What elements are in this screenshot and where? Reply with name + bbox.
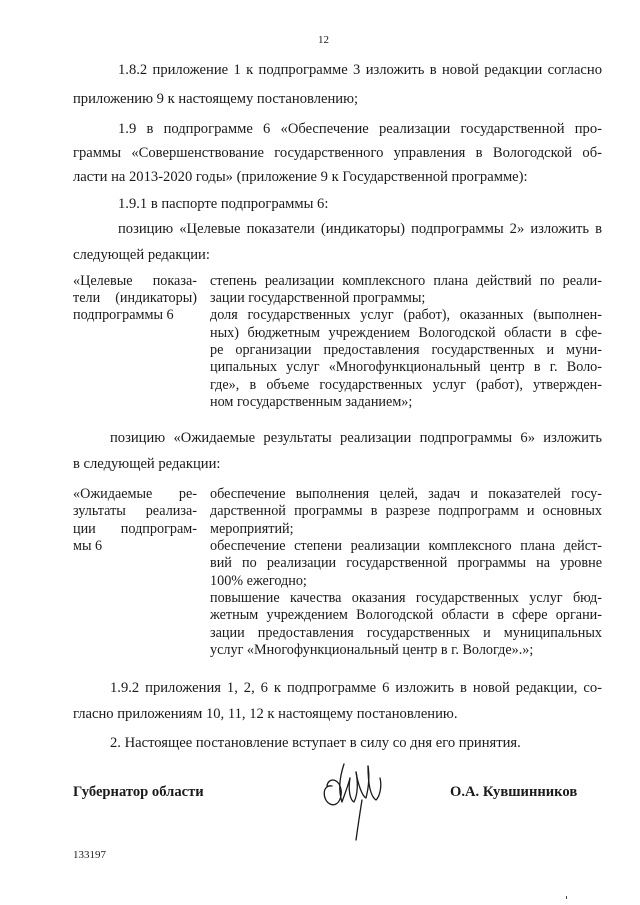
paragraph-1-line-2: приложению 9 к настоящему постановлению; xyxy=(73,91,359,107)
paragraph-5-line-2: в следующей редакции: xyxy=(73,456,221,472)
document-code: 133197 xyxy=(73,849,106,861)
table1-left-line-3: подпрограммы 6 xyxy=(73,307,174,323)
table2-left-line-4: мы 6 xyxy=(73,538,103,554)
paragraph-1-line-1: 1.8.2 приложение 1 к подпрограмме 3 изложить в новой редакции согласно xyxy=(118,62,602,78)
table2-right-line-5: вий по реализации государственной программы на уровне xyxy=(210,555,602,571)
page-number: 12 xyxy=(318,34,329,46)
table2-right-line-3: мероприятий; xyxy=(210,521,294,537)
handwritten-signature xyxy=(318,756,398,846)
table1-left-line-2: тели (индикаторы) xyxy=(73,290,197,306)
table1-right-line-5: ре организации предоставления государственных и муни- xyxy=(210,342,602,358)
table1-right-line-7: где», в объеме государственных услуг (работ), утвержден- xyxy=(210,377,602,393)
paragraph-7: 2. Настоящее постановление вступает в силу со дня его принятия. xyxy=(110,735,521,751)
signatory-name: О.А. Кувшинников xyxy=(450,784,578,800)
table1-right-line-8: ном государственным заданием»; xyxy=(210,394,413,410)
paragraph-4-line-2: следующей редакции: xyxy=(73,247,210,263)
table1-right-line-2: зации государственной программы; xyxy=(210,290,426,306)
table1-left-line-1: «Целевые показа- xyxy=(73,273,197,289)
paragraph-5-line-1: позицию «Ожидаемые результаты реализации подпрограммы 6» изложить xyxy=(110,430,602,446)
table2-right-line-9: зации предоставления государственных и муниципальных xyxy=(210,625,602,641)
table2-right-line-1: обеспечение выполнения целей, задач и показателей госу- xyxy=(210,486,602,502)
table2-left-line-3: ции подпрограм- xyxy=(73,521,197,537)
paragraph-2-line-3: ласти на 2013-2020 годы» (приложение 9 к Государственной программе): xyxy=(73,169,528,185)
table2-left-line-1: «Ожидаемые ре- xyxy=(73,486,197,502)
paragraph-4-line-1: позицию «Целевые показатели (индикаторы) подпрограммы 2» изложить в xyxy=(118,221,602,237)
table2-right-line-4: обеспечение степени реализации комплексного плана дейст- xyxy=(210,538,602,554)
scan-speck xyxy=(566,896,567,899)
table1-right-line-6: ципальных услуг «Многофункциональный центр в г. Воло- xyxy=(210,359,602,375)
paragraph-3: 1.9.1 в паспорте подпрограммы 6: xyxy=(118,196,329,212)
paragraph-2-line-2: граммы «Совершенствование государственного управления в Вологодской об- xyxy=(73,145,602,161)
table2-right-line-2: дарственной программы в разрезе подпрограмм и основных xyxy=(210,503,602,519)
table1-right-line-1: степень реализации комплексного плана действий по реали- xyxy=(210,273,602,289)
table2-right-line-10: услуг «Многофункциональный центр в г. Вологде».»; xyxy=(210,642,534,658)
paragraph-2-line-1: 1.9 в подпрограмме 6 «Обеспечение реализации государственной про- xyxy=(118,121,602,137)
table1-right-line-4: ных) бюджетным учреждением Вологодской области в сфе- xyxy=(210,325,602,341)
signatory-position: Губернатор области xyxy=(73,784,204,800)
table1-right-line-3: доля государственных услуг (работ), оказанных (выполнен- xyxy=(210,307,602,323)
table2-right-line-8: жетным учреждением Вологодской области в сфере органи- xyxy=(210,607,602,623)
table2-right-line-6: 100% ежегодно; xyxy=(210,573,307,589)
table2-left-line-2: зультаты реализа- xyxy=(73,503,197,519)
table2-right-line-7: повышение качества оказания государственных услуг бюд- xyxy=(210,590,602,606)
paragraph-6-line-2: гласно приложениям 10, 11, 12 к настоящему постановлению. xyxy=(73,706,458,722)
paragraph-6-line-1: 1.9.2 приложения 1, 2, 6 к подпрограмме 6 изложить в новой редакции, со- xyxy=(110,680,602,696)
